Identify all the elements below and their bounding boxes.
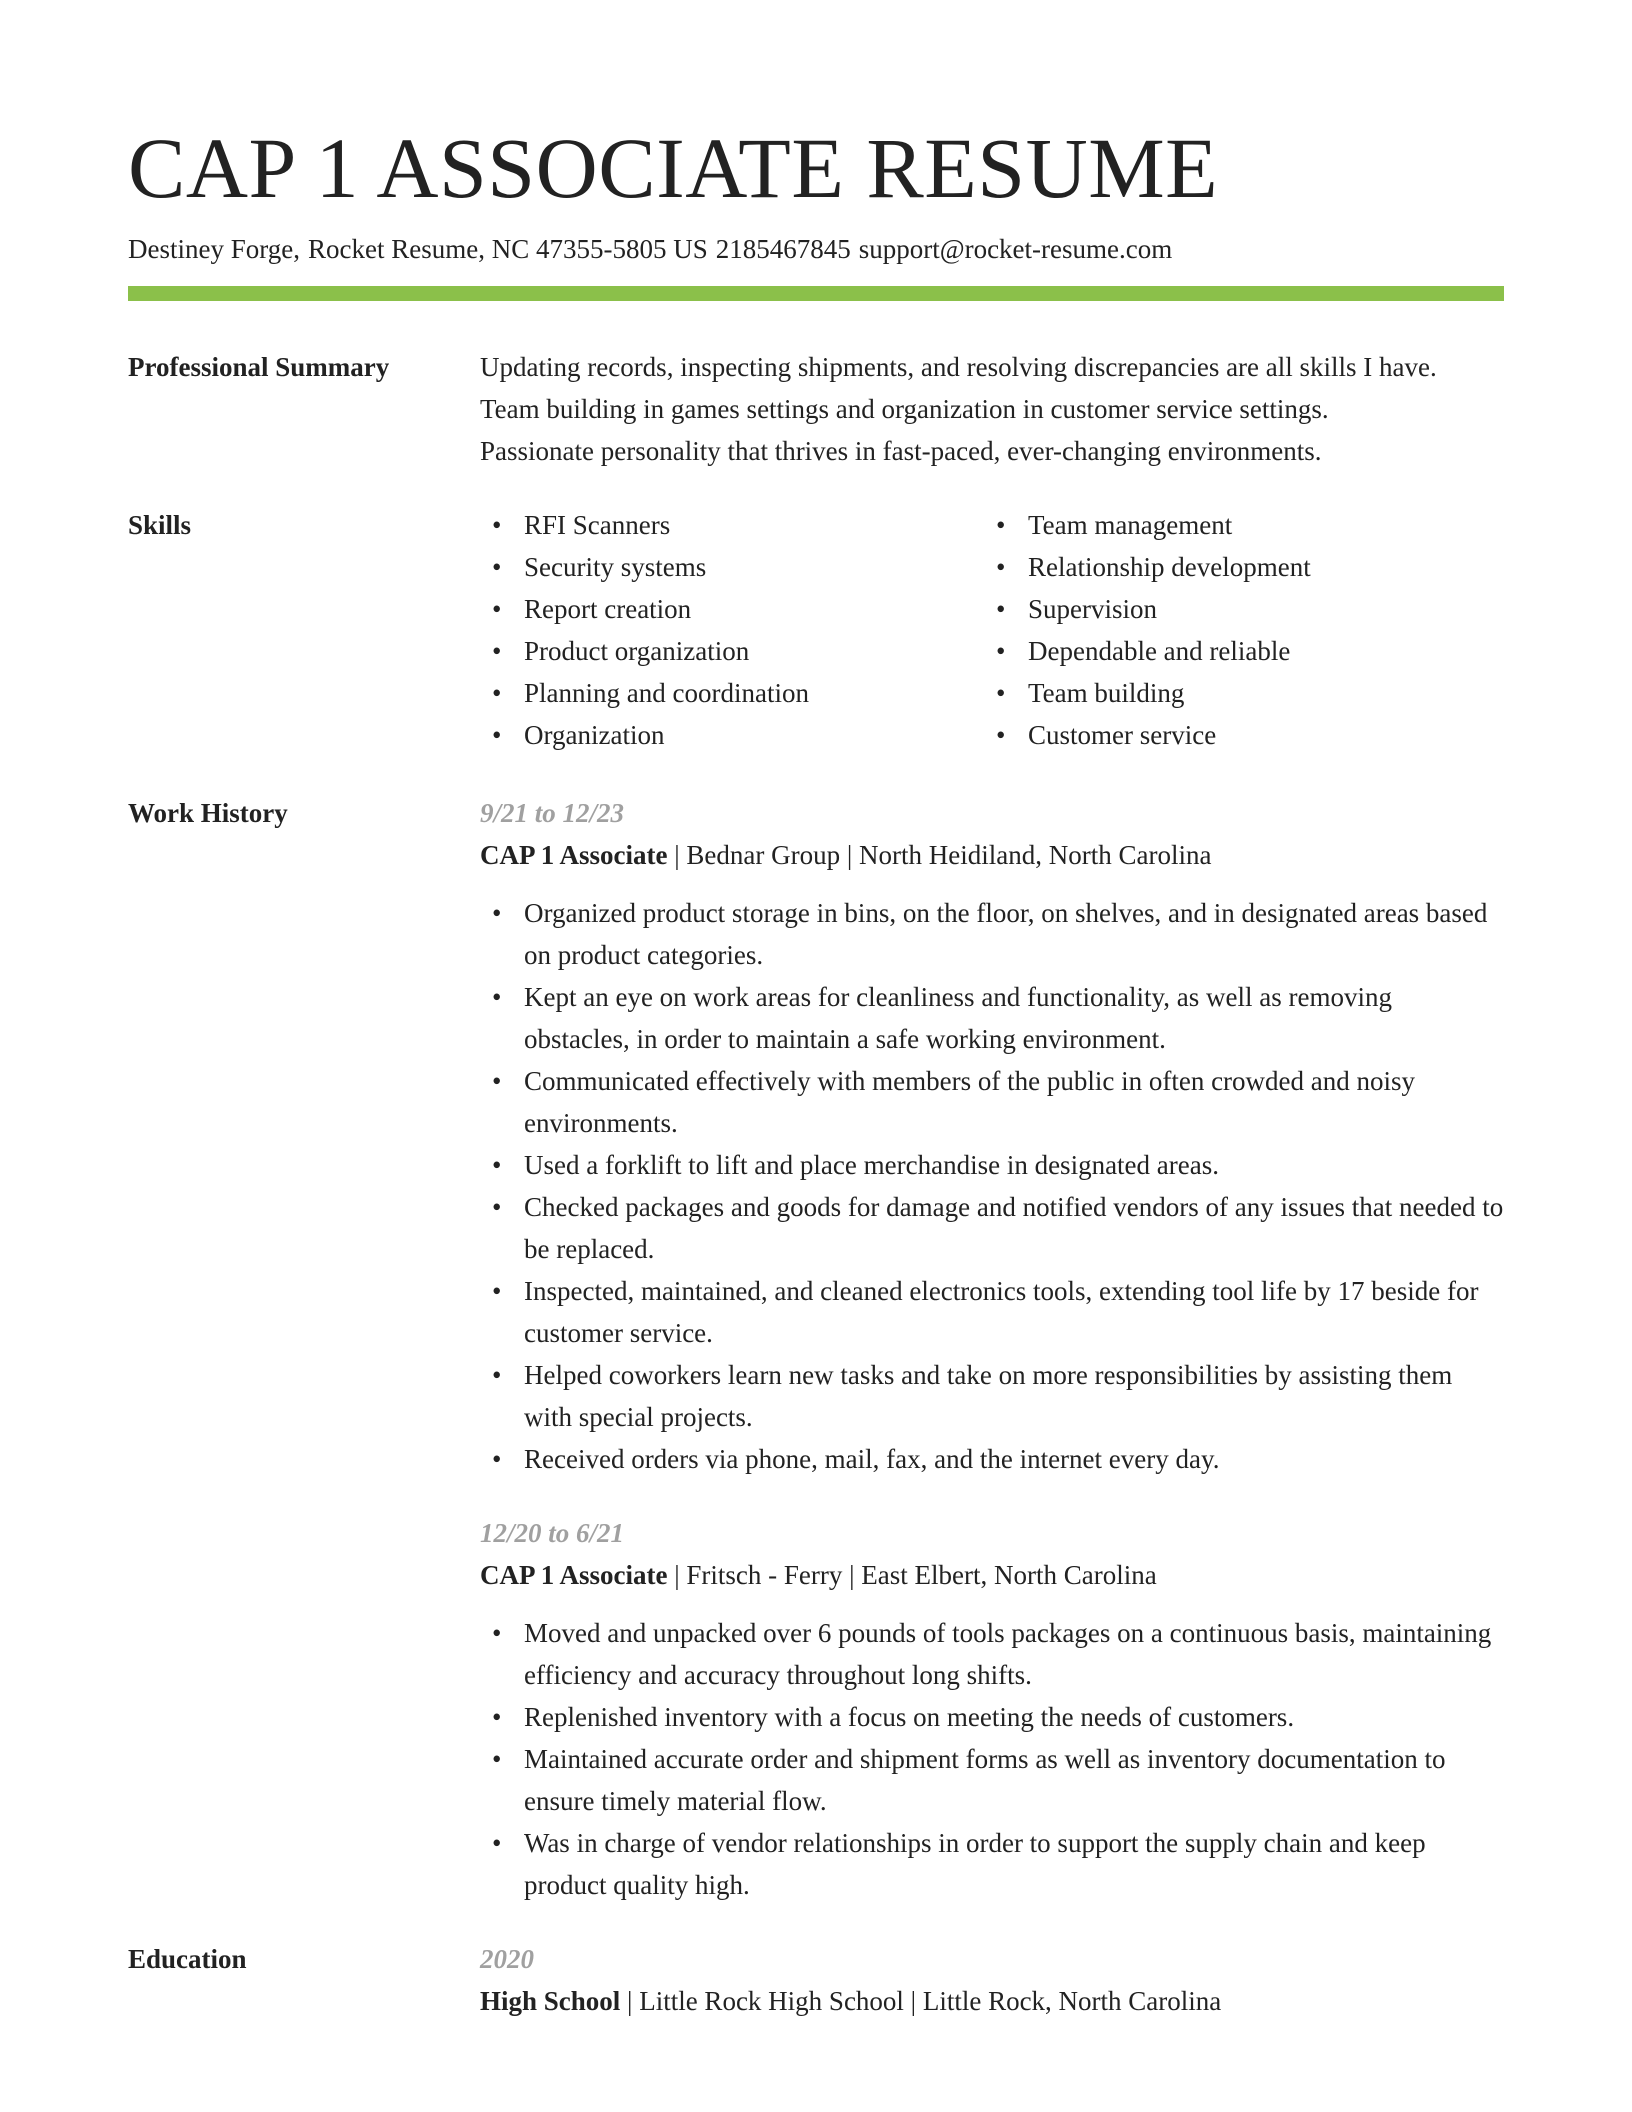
job-bullet: • Kept an eye on work areas for cleanliness and functionality, as well as removing obstacles, in order to maintain a safe working environment. xyxy=(480,976,1504,1060)
job-title: CAP 1 Associate xyxy=(480,840,668,870)
skills-list-left xyxy=(480,504,984,756)
job-bullet: • Checked packages and goods for damage and notified vendors of any issues that needed to be replaced. xyxy=(480,1186,1504,1270)
skill-item: • Dependable and reliable xyxy=(984,630,1488,672)
skill-item: • RFI Scanners xyxy=(480,504,984,546)
job-details: | Bednar Group | North Heidiland, North Carolina xyxy=(667,840,1212,870)
education-entry xyxy=(480,1938,1504,2022)
contact-location: Rocket Resume, NC 47355-5805 US xyxy=(307,234,708,264)
contact-email: support@rocket-resume.com xyxy=(858,234,1173,264)
job-role-line xyxy=(480,1554,1504,1596)
skill-item: • Customer service xyxy=(984,714,1488,756)
skill-item: • Planning and coordination xyxy=(480,672,984,714)
skill-item: • Product organization xyxy=(480,630,984,672)
job-entry xyxy=(480,1512,1504,1906)
skills-label: Skills xyxy=(128,510,192,540)
job-bullet: • Replenished inventory with a focus on meeting the needs of customers. xyxy=(480,1696,1504,1738)
skill-item: • Report creation xyxy=(480,588,984,630)
summary-line: Passionate personality that thrives in fast-paced, ever-changing environments. xyxy=(480,436,1322,466)
summary-body xyxy=(480,346,1504,472)
education-label: Education xyxy=(128,1944,247,1974)
job-bullet: • Maintained accurate order and shipment forms as well as inventory documentation to ensure timely material flow. xyxy=(480,1738,1504,1822)
education-details: | Little Rock High School | Little Rock, North Carolina xyxy=(620,1986,1222,2016)
header-divider xyxy=(128,286,1504,301)
education-year: 2020 xyxy=(480,1944,534,1974)
job-bullet: • Used a forklift to lift and place merchandise in designated areas. xyxy=(480,1144,1504,1186)
job-bullet: • Organized product storage in bins, on the floor, on shelves, and in designated areas based on product categories. xyxy=(480,892,1504,976)
summary-label: Professional Summary xyxy=(128,352,390,382)
job-bullet: • Communicated effectively with members of the public in often crowded and noisy environments. xyxy=(480,1060,1504,1144)
skills-body xyxy=(480,504,1504,756)
job-entry xyxy=(480,792,1504,1480)
skill-item: • Supervision xyxy=(984,588,1488,630)
job-bullet: • Received orders via phone, mail, fax, and the internet every day. xyxy=(480,1438,1504,1480)
skill-item: • Security systems xyxy=(480,546,984,588)
page-title: CAP 1 ASSOCIATE RESUME xyxy=(128,120,1219,216)
job-bullets xyxy=(480,892,1504,1480)
job-bullet: • Was in charge of vendor relationships in order to support the supply chain and keep product quality high. xyxy=(480,1822,1504,1906)
education-degree: High School xyxy=(480,1986,621,2016)
contact-phone: 2185467845 xyxy=(715,234,851,264)
contact-line xyxy=(128,232,1180,266)
skill-item: • Organization xyxy=(480,714,984,756)
skill-item: • Team building xyxy=(984,672,1488,714)
job-role-line xyxy=(480,834,1504,876)
skills-list-right xyxy=(984,504,1488,756)
education-line xyxy=(480,1980,1504,2022)
job-bullet: • Moved and unpacked over 6 pounds of tools packages on a continuous basis, maintaining efficiency and accuracy throughout long shifts. xyxy=(480,1612,1504,1696)
work-history-label: Work History xyxy=(128,798,288,828)
job-details: | Fritsch - Ferry | East Elbert, North Carolina xyxy=(667,1560,1157,1590)
summary-line: Updating records, inspecting shipments, and resolving discrepancies are all skills I have. xyxy=(480,352,1437,382)
summary-line: Team building in games settings and organization in customer service settings. xyxy=(480,394,1329,424)
job-dates: 9/21 to 12/23 xyxy=(480,798,625,828)
job-dates: 12/20 to 6/21 xyxy=(480,1518,625,1548)
job-bullet: • Inspected, maintained, and cleaned electronics tools, extending tool life by 17 beside for customer service. xyxy=(480,1270,1504,1354)
skill-item: • Team management xyxy=(984,504,1488,546)
skill-item: • Relationship development xyxy=(984,546,1488,588)
contact-name: Destiney Forge, xyxy=(128,234,300,264)
job-bullet: • Helped coworkers learn new tasks and take on more responsibilities by assisting them with special projects. xyxy=(480,1354,1504,1438)
job-bullets xyxy=(480,1612,1504,1906)
job-title: CAP 1 Associate xyxy=(480,1560,668,1590)
